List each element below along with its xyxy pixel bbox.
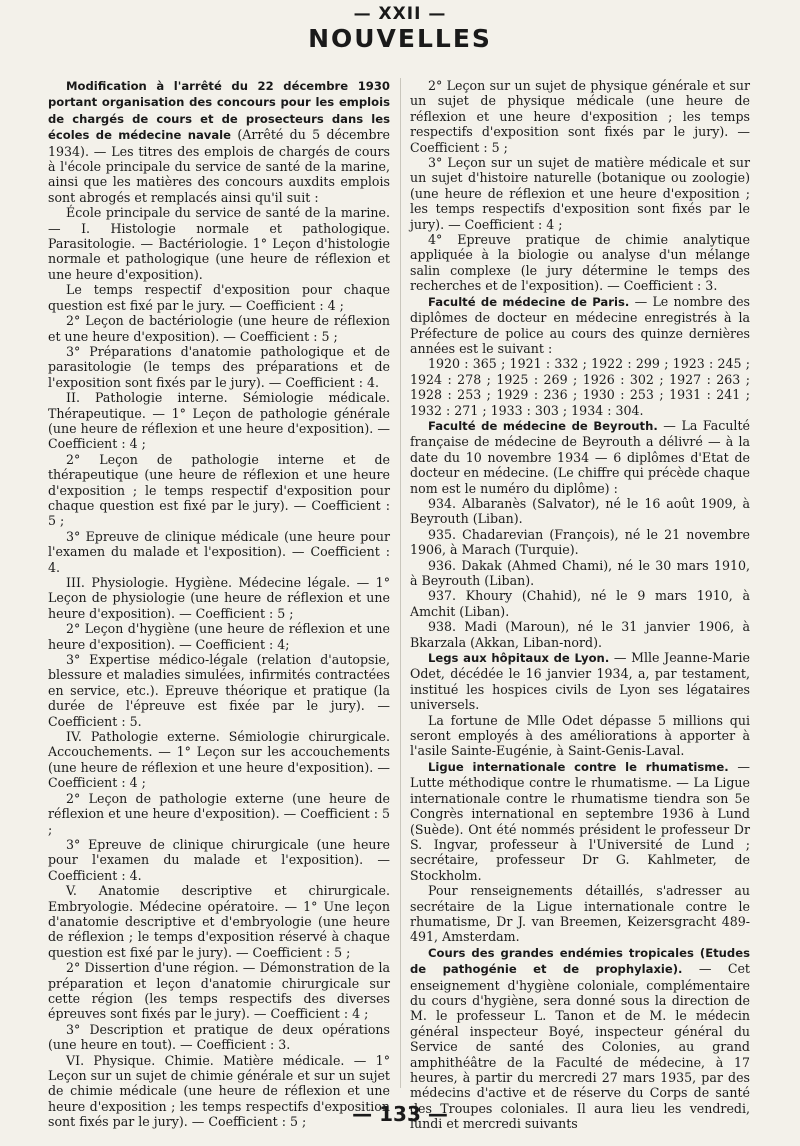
page-title: NOUVELLES xyxy=(308,24,492,53)
paragraph-10: IV. Pathologie externe. Sémiologie chirurgicale. Accouchements. — 1° Leçon sur les accouchements (une heure de réflexion et une heure d'exposition). — Coefficient : 4 ; xyxy=(48,729,390,791)
lyon-heading: Legs aux hôpitaux de Lyon. xyxy=(428,651,610,666)
paragraph-9: 3° Expertise médico-légale (relation d'autopsie, blessure et maladies simulées, infirmités contractées en service, etc.). Epreuve théorique et pratique (la durée de l'épreuve est fixée par le jury). — Coefficient : 5. xyxy=(48,652,390,729)
paris-diploma-counts: 1920 : 365 ; 1921 : 332 ; 1922 : 299 ; 1923 : 245 ; 1924 : 278 ; 1925 : 269 ; 1926 : 302 ; 1927 : 263 ; 1928 : 253 ; 1929 : 236 ; 1930 : 253 ; 1931 : 241 ; 1932 : 271 ; 1933 : 303 ; 1934 : 304. xyxy=(410,356,750,418)
beyrouth-paragraph xyxy=(410,418,750,496)
left-column xyxy=(48,78,390,1130)
arrete-text: (Arrêté du 5 décembre 1934). — Les titres des emplois de chargés de cours à l'école principale du service de santé de la marine, ainsi que les matières des concours auxdits emplois sont abrogés et remplacés ainsi qu'il suit : xyxy=(48,127,390,205)
diploma-934: 934. Albaranès (Salvator), né le 16 août 1909, à Beyrouth (Liban). xyxy=(410,495,750,527)
ligue-text: — Lutte méthodique contre le rhumatisme. — La Ligue internationale contre le rhumatisme tiendra son 5e Congrès international en septembre 1936 à Lund (Suède). Ont été nommés président le professeur Dr S. Ingvar, professeur à l'Université de Lund ; secrétaire, professeur Dr G. Kahlmeter, de Stockholm. xyxy=(410,758,750,883)
ligue-paragraph-2: Pour renseignements détaillés, s'adresser au secrétaire de la Ligue internationale contre le rhumatisme, Dr J. van Breemen, Keizersgracht 489-491, Amsterdam. xyxy=(410,883,750,945)
page-header xyxy=(0,4,800,53)
paris-paragraph xyxy=(410,294,750,357)
paragraph-8: 2° Leçon d'hygiène (une heure de réflexion et une heure d'exposition). — Coefficient : 4; xyxy=(48,621,390,652)
beyrouth-heading: Faculté de médecine de Beyrouth. xyxy=(428,418,658,433)
diploma-936: 936. Dakak (Ahmed Chami), né le 30 mars 1910, à Beyrouth (Liban). xyxy=(410,557,750,588)
ecole-section: École principale du service de santé de la marine. — I. Histologie normale et pathologique. Parasitologie. — Bactériologie. 1° Leçon d'histologie normale et pathologique (une heure de réflexion et une heure d'exposition). xyxy=(48,205,390,282)
paragraph-5: 2° Leçon de pathologie interne et de thérapeutique (une heure de réflexion et une heure d'exposition ; le temps respectif d'exposition pour chaque question est fixé par le jury). — Coefficient : 5 ; xyxy=(48,451,390,529)
paragraph-15: 3° Description et pratique de deux opérations (une heure en tout). — Coefficient : 3. xyxy=(48,1021,390,1053)
paragraph-7: III. Physiologie. Hygiène. Médecine légale. — 1° Leçon de physiologie (une heure de réflexion et une heure d'exposition). — Coefficient : 5 ; xyxy=(48,575,390,621)
diploma-937: 937. Khoury (Chahid), né le 9 mars 1910, à Amchit (Liban). xyxy=(410,588,750,619)
cours-text: — Cet enseignement d'hygiène coloniale, complémentaire du cours d'hygiène, sera donné sous la direction de M. le professeur L. Tanon et de M. le médecin général inspecteur Boyé, inspecteur général du Service de santé des Colonies, au grand amphithéâtre de la Faculté de médecine, à 17 heures, à partir du mercredi 27 mars 1935, par des médecins d'active et de réserve du Corps de santé des Troupes coloniales. Il aura lieu les vendredi, lundi et mercredi suivants xyxy=(410,961,750,1132)
diploma-938: 938. Madi (Maroun), né le 31 janvier 1906, à Bkarzala (Akkan, Liban-nord). xyxy=(410,619,750,650)
paragraph-13: V. Anatomie descriptive et chirurgicale. Embryologie. Médecine opératoire. — 1° Une leçon d'anatomie descriptive et d'embryologie (une heure de réflexion ; le temps d'exposition réservé à chaque question est fixé par le jury). — Coefficient : 5 ; xyxy=(48,883,390,960)
cours-heading: Cours des grandes endémies tropicales (Etudes de pathogénie et de prophylaxie). xyxy=(410,945,750,977)
paragraph-12: 3° Epreuve de clinique chirurgicale (une heure pour l'examen du malade et l'exposition). — Coefficient : 4. xyxy=(48,836,390,883)
paragraph-6: 3° Epreuve de clinique médicale (une heure pour l'examen du malade et l'exposition). — Coefficient : 4. xyxy=(48,528,390,575)
arrete-heading: Modification à l'arrêté du 22 décembre 1930 portant organisation des concours pour les emplois de chargés de cours et de prosecteurs dans les écoles de médecine navale xyxy=(48,79,390,143)
lyon-text: — Mlle Jeanne-Marie Odet, décédée le 16 janvier 1934, a, par testament, institué les hospices civils de Lyon ses légataires universels. xyxy=(410,650,750,713)
right-paragraph-2: 3° Leçon sur un sujet de matière médicale et sur un sujet d'histoire naturelle (botanique ou zoologie) (une heure de réflexion et une heure d'exposition ; les temps respectifs d'exposition sont fixés par le jury). — Coefficient : 4 ; xyxy=(410,155,750,232)
right-paragraph-1: 2° Leçon sur un sujet de physique générale et sur un sujet de physique médicale (une heure de réflexion et une heure d'exposition ; les temps respectifs d'exposition sont fixés par le jury). — Coefficient : 5 ; xyxy=(410,78,750,155)
paris-heading: Faculté de médecine de Paris. xyxy=(428,294,630,309)
arrete-paragraph xyxy=(48,78,390,205)
page-number-footer: — 133 — xyxy=(352,1102,448,1126)
paragraph-16: VI. Physique. Chimie. Matière médicale. — 1° Leçon sur un sujet de chimie générale et sur un sujet de chimie médicale (une heure de réflexion et une heure d'exposition ; les temps respectifs d'exposition sont fixés par le jury). — Coefficient : 5 ; xyxy=(48,1052,390,1130)
lyon-paragraph xyxy=(410,650,750,713)
ligue-heading: Ligue internationale contre le rhumatisme. xyxy=(428,759,729,774)
roman-page-number: — XXII — xyxy=(353,4,447,24)
ligue-paragraph xyxy=(410,759,750,883)
paragraph-14: 2° Dissertion d'une région. — Démonstration de la préparation et leçon d'anatomie chirurgicale sur cette région (les temps respectifs des diverses épreuves sont fixés par le jury). — Coefficient : 4 ; xyxy=(48,960,390,1022)
lyon-paragraph-2: La fortune de Mlle Odet dépasse 5 millions qui seront employés à des améliorations à apporter à l'asile Sainte-Eugénie, à Saint-Genis-Laval. xyxy=(410,712,750,759)
paragraph-1: Le temps respectif d'exposition pour chaque question est fixé par le jury. — Coefficient : 4 ; xyxy=(48,282,390,313)
right-column xyxy=(410,78,750,1132)
diploma-935: 935. Chadarevian (François), né le 21 novembre 1906, à Marach (Turquie). xyxy=(410,526,750,558)
paragraph-11: 2° Leçon de pathologie externe (une heure de réflexion et une heure d'exposition). — Coefficient : 5 ; xyxy=(48,790,390,837)
paris-text: — Le nombre des diplômes de docteur en médecine enregistrés à la Préfecture de police au cours des quinze dernières années est le suivant : xyxy=(410,293,750,356)
paragraph-4: II. Pathologie interne. Sémiologie médicale. Thérapeutique. — 1° Leçon de pathologie générale (une heure de réflexion et une heure d'exposition). — Coefficient : 4 ; xyxy=(48,390,390,452)
column-divider xyxy=(400,78,401,1088)
paragraph-2: 2° Leçon de bactériologie (une heure de réflexion et une heure d'exposition). — Coefficient : 5 ; xyxy=(48,313,390,344)
right-paragraph-3: 4° Epreuve pratique de chimie analytique appliquée à la biologie ou analyse d'un mélange salin complexe (le jury détermine le temps des recherches et de l'exposition). — Coefficient : 3. xyxy=(410,232,750,294)
paragraph-3: 3° Préparations d'anatomie pathologique et de parasitologie (le temps des préparations et de l'exposition sont fixés par le jury). — Coefficient : 4. xyxy=(48,343,390,390)
beyrouth-text: — La Faculté française de médecine de Beyrouth a délivré — à la date du 10 novembre 1934 — 6 diplômes d'Etat de docteur en médecine. (Le chiffre qui précède chaque nom est le numéro du diplôme) : xyxy=(410,417,750,496)
